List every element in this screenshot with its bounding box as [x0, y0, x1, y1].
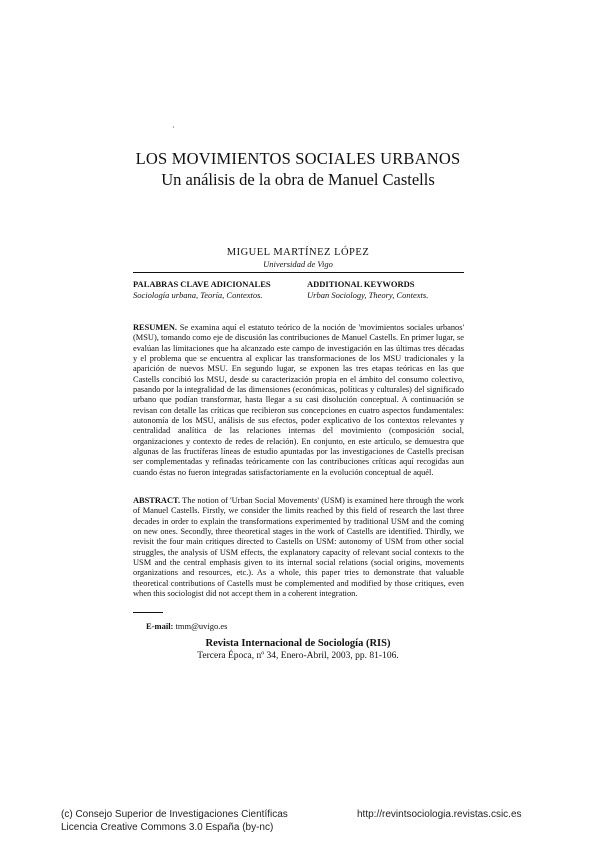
resumen-text: Se examina aquí el estatuto teórico de la noción de 'movimientos sociales urbanos' (MSU), tomando como eje de discusión las contribuciones de Manuel Castells. En primer lugar, se evalúan las limitaciones que ha alcanzado este campo de investigación en las últimas tres décadas y el problema que se encuentra al explicar las transformaciones de los MSU tradicionales y la aparición de nuevos MSU. En segundo lugar, se exponen las tres etapas teóricas en las que Castells concibió los MSU, desde su caracterización propia en el ámbito del consumo colectivo, pasando por la integralidad de las dimensiones (económicas, políticas y culturales) del significado urbano que podían transformar, hasta llegar a su casi disolución conceptual. A continuación se revisan con detalle las críticas que recibieron sus concepciones en cuatro aspectos fundamentales: autonomía de los MSU, análisis de sus efectos, poder explicativo de los contextos relevantes y centralidad analítica de las relaciones internas del movimiento (composición social, organizaciones y contexto de redes de relación). En conjunto, en este artículo, se demuestra que algunas de las fructíferas líneas de estudio apuntadas por las investigaciones de Castells precisan ser complementadas y refinadas teóricamente con las contribuciones críticas aquí recogidas aun cuando éstas no fueron integradas satisfactoriamente en la evolución conceptual de aquél.: [133, 323, 465, 477]
resumen-label: RESUMEN.: [133, 323, 177, 332]
keywords-divider: [133, 272, 464, 273]
abstract-label: ABSTRACT.: [133, 496, 181, 505]
footnote-divider: [133, 612, 163, 613]
article-title: LOS MOVIMIENTOS SOCIALES URBANOS: [135, 149, 461, 168]
resumen-paragraph: [133, 323, 464, 478]
abstract-paragraph: [133, 496, 464, 599]
journal-issue: Tercera Época, nº 34, Enero-Abril, 2003, pp. 81-106.: [197, 651, 399, 661]
footer-license: Licencia Creative Commons 3.0 España (by-nc): [61, 822, 274, 833]
keywords-es-terms: Sociología urbana, Teoría, Contextos.: [133, 290, 263, 300]
author-name: MIGUEL MARTÍNEZ LÓPEZ: [226, 247, 370, 258]
email-value: tmm@uvigo.es: [175, 621, 228, 631]
abstract-text: The notion of 'Urban Social Movements' (USM) is examined here through the work of Manuel Castells. Firstly, we consider the limits reached by this field of research the last three decades in order to explain the transformations experimented by traditional USM and the coming on new ones. Secondly, three theoretical stages in the work of Castells are identified. Thirdly, we revisit the four main critiques directed to Castells on USM: autonomy of USM from other social struggles, the analysis of USM effects, the explanatory capacity of relevant social contexts to the USM and the central emphasis given to its internal social relations (social origins, movements organizations and resources, etc.). As a whole, this paper tries to demonstrate that valuable theoretical contributions of Castells must be complemented and modified by those critiques, even when this sociologist did not accept them in a coherent integration.: [133, 496, 464, 599]
footer-copyright: (c) Consejo Superior de Investigaciones Científicas: [61, 809, 288, 820]
margin-mark: ·: [172, 123, 175, 132]
author-affiliation: Universidad de Vigo: [263, 259, 333, 269]
keywords-es-label: PALABRAS CLAVE ADICIONALES: [133, 279, 271, 289]
email-label: E-mail:: [146, 621, 174, 631]
keywords-en-terms: Urban Sociology, Theory, Contexts.: [307, 290, 429, 300]
journal-name: Revista Internacional de Sociología (RIS): [205, 638, 391, 649]
article-subtitle: Un análisis de la obra de Manuel Castells: [161, 170, 435, 189]
keywords-en-label: ADDITIONAL KEYWORDS: [307, 279, 415, 289]
footnote-email: [146, 621, 228, 631]
footer-url[interactable]: http://revintsociologia.revistas.csic.es: [357, 809, 522, 820]
